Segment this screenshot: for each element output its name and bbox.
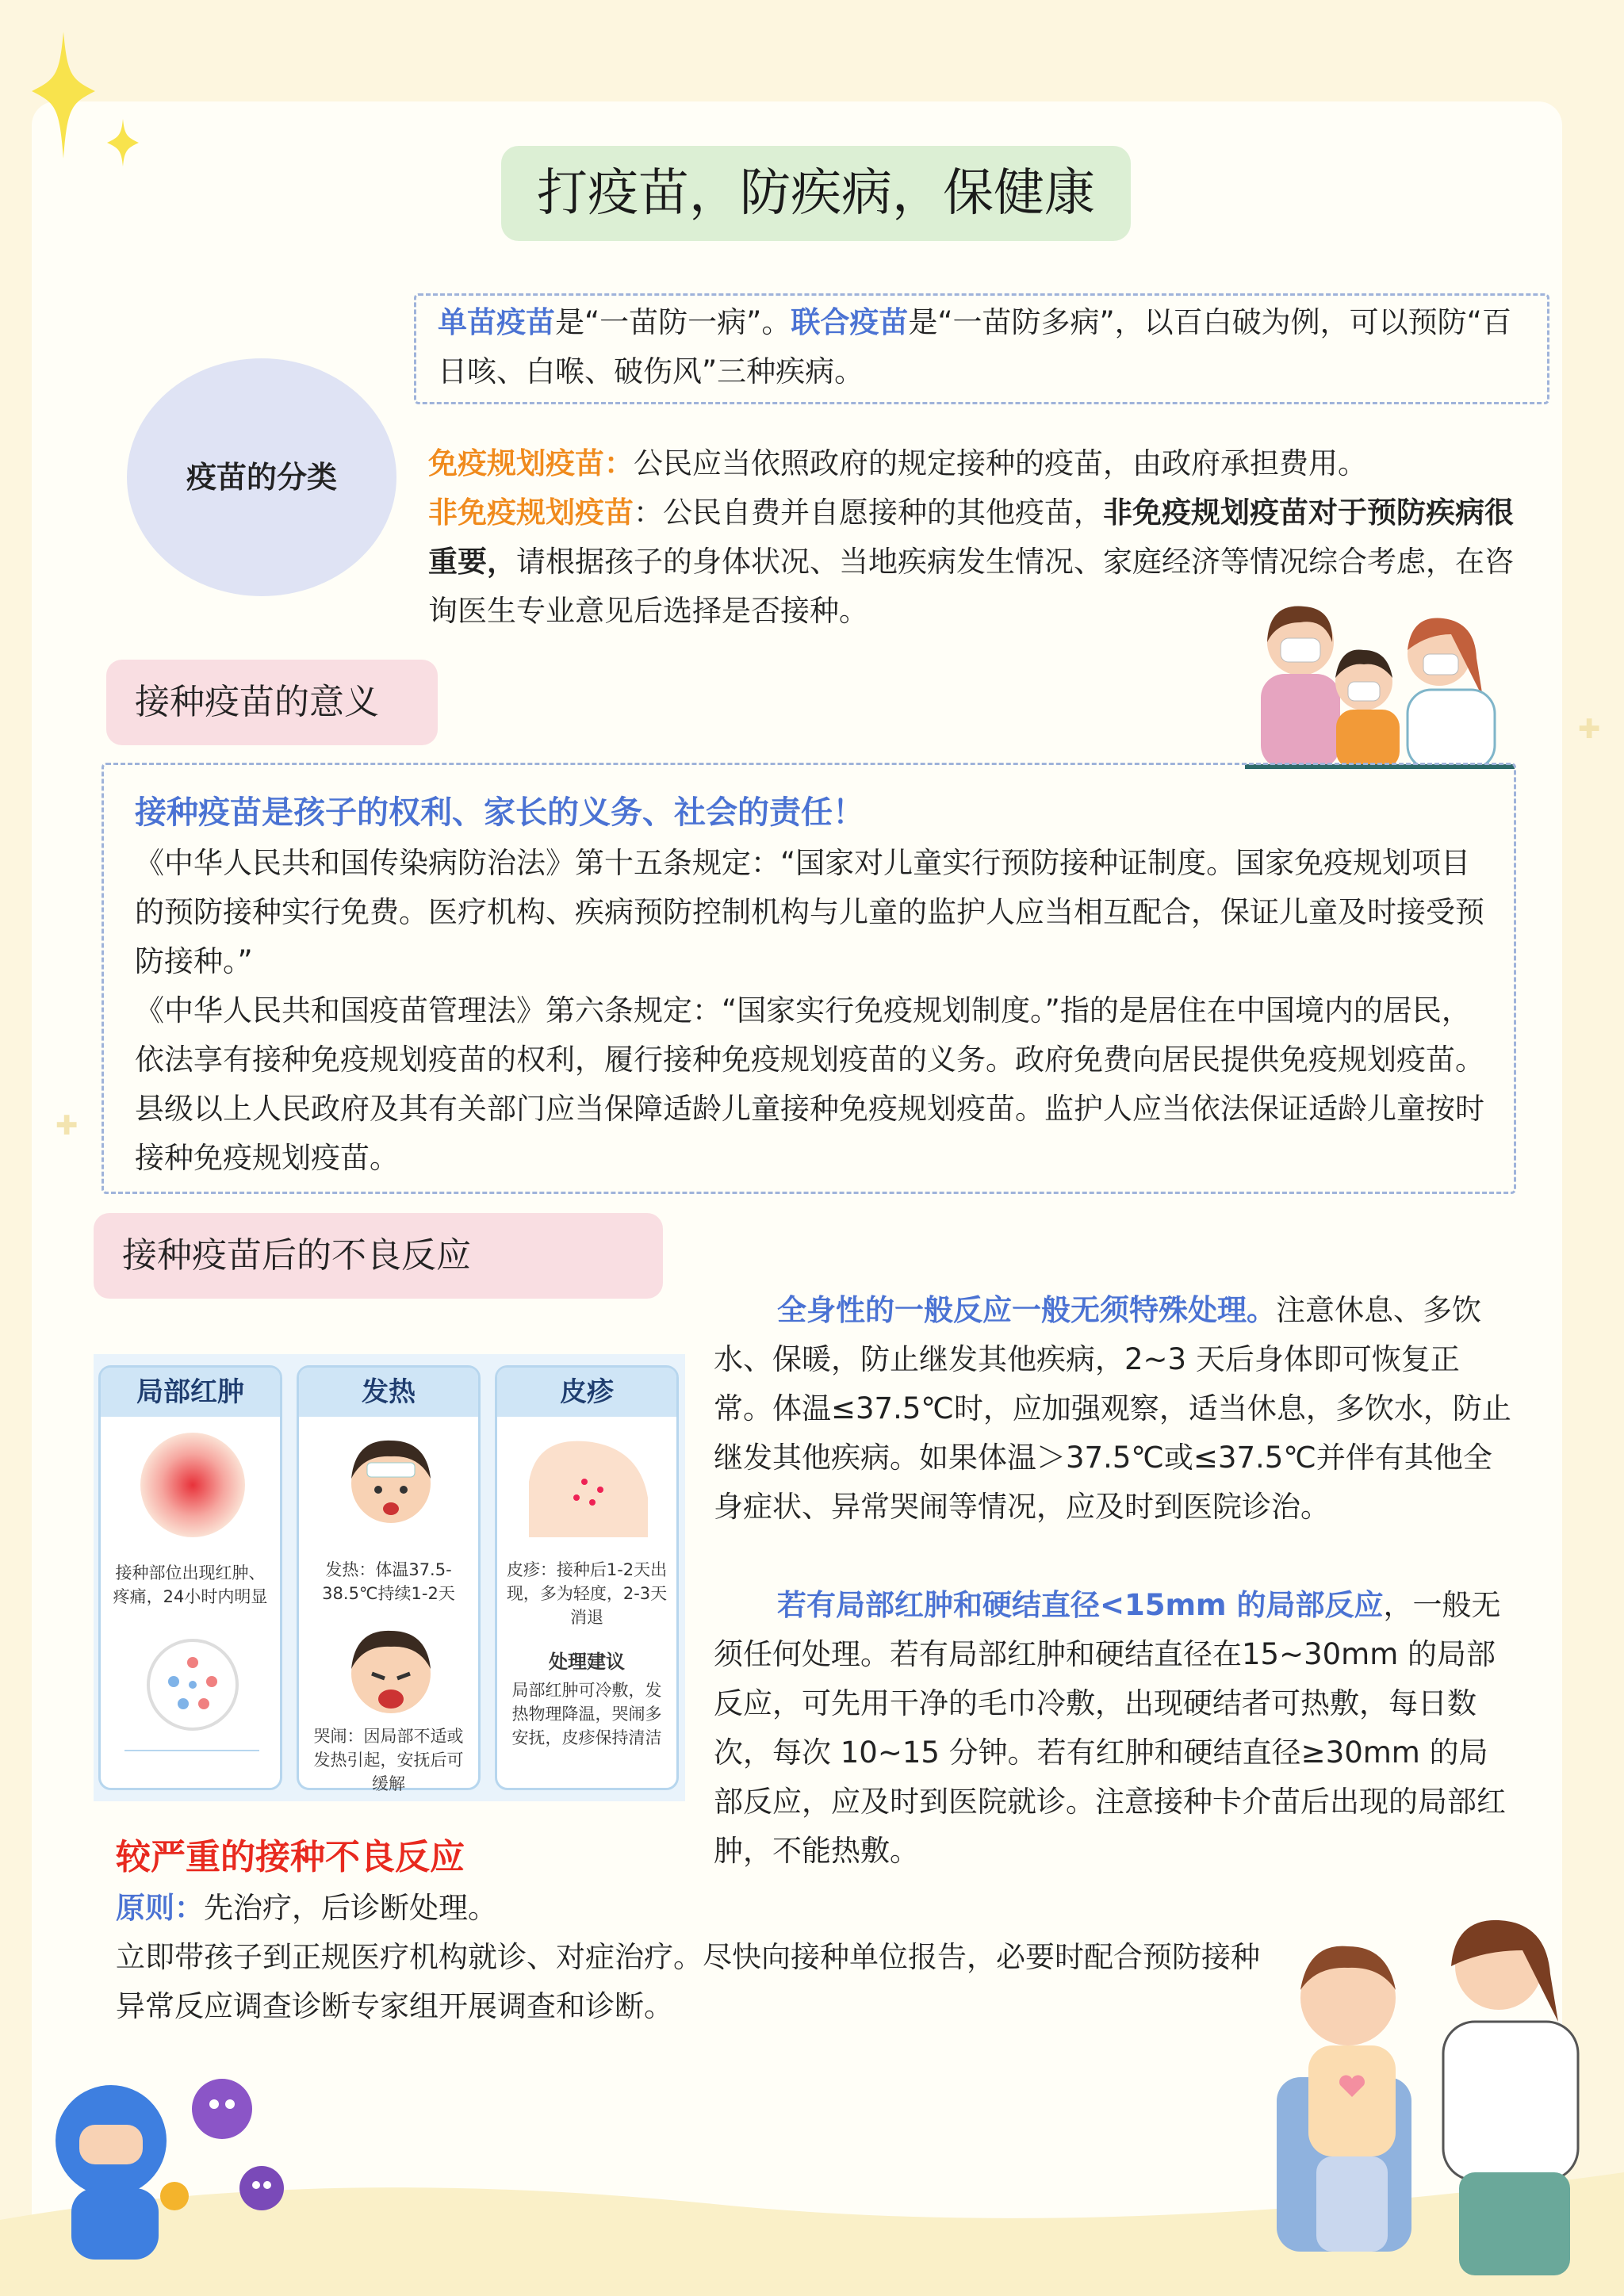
local-reaction-bold: 若有局部红肿和硬结直径<15mm 的局部反应	[777, 1588, 1384, 1622]
general-reaction-bold: 全身性的一般反应一般无须特殊处理。	[777, 1293, 1276, 1327]
meaning-slogan-wrap	[135, 788, 1491, 837]
principle-label: 原则：	[116, 1891, 204, 1925]
dots-icon	[145, 1637, 240, 1732]
fever-child-icon	[343, 1431, 439, 1534]
adverse-heading-box	[94, 1213, 663, 1299]
severe-heading: 较严重的接种不良反应	[116, 1837, 465, 1877]
redness-icon	[137, 1429, 248, 1540]
local-reaction-text	[714, 1581, 1516, 1876]
general-reaction-text	[714, 1286, 1516, 1532]
adverse-heading: 接种疫苗后的不良反应	[122, 1235, 471, 1276]
rash-arm-icon	[529, 1434, 648, 1537]
page-title: 打疫苗，防疾病，保健康	[501, 146, 1131, 241]
nip-desc: 公民应当依照政府的规定接种的疫苗，由政府承担费用。	[634, 446, 1367, 480]
decorative-cross: ✚	[56, 1110, 79, 1142]
general-reaction-desc: 注意休息、多饮水、保暖，防止继发其他疾病，2~3 天后身体即可恢复正常。体温≤37.5℃时，应加强观察，适当休息，多饮水，防止继发其他疾病。如果体温＞37.5℃或≤37.5℃并伴有其他全身症状、异常哭闹等情况，应及时到医院诊治。	[714, 1293, 1511, 1524]
advice-text: 局部红肿可冷敷，发热物理降温，哭闹多安抚，皮疹保持清洁	[511, 1681, 662, 1747]
sparkle-icon	[32, 32, 143, 166]
meaning-slogan: 接种疫苗是孩子的权利、家长的义务、社会的责任！	[135, 794, 864, 831]
non-nip-term: 非免疫规划疫苗	[428, 496, 634, 530]
non-nip-emphasis: 非免疫规划疫苗对于预防疾病很重要，	[428, 496, 1514, 579]
advice-title: 处理建议	[549, 1651, 625, 1673]
card-rash-caption: 皮疹：接种后1-2天出现，多为轻度，2-3天消退	[506, 1560, 668, 1627]
single-vaccine-term: 单苗疫苗	[438, 305, 555, 339]
card-redness-title: 局部红肿	[101, 1368, 280, 1417]
card-rash-title: 皮疹	[497, 1368, 676, 1417]
combined-vaccine-term: 联合疫苗	[791, 305, 909, 339]
card-fever-caption-2: 哭闹：因局部不适或发热引起，安抚后可缓解	[313, 1727, 464, 1793]
law-1: 《中华人民共和国传染病防治法》第十五条规定：“国家对儿童实行预防接种证制度。国家免疫规划项目的预防接种实行免费。医疗机构、疾病预防控制机构与儿童的监护人应当相互配合，保证儿童及时接受预防接种。”	[135, 846, 1484, 978]
card-fever-caption: 发热：体温37.5-38.5℃持续1-2天	[322, 1560, 455, 1603]
vaccination-family-illustration	[1245, 595, 1515, 769]
decorative-cross: ✚	[1578, 714, 1601, 745]
meaning-heading: 接种疫苗的意义	[135, 682, 379, 722]
combined-vaccine-desc: 是“一苗防多病”，以百白破为例，可以预防“百日咳、白喉、破伤风”三种疾病。	[438, 305, 1511, 388]
non-nip-desc: ：公民自费并自愿接种的其他疫苗，	[634, 496, 1103, 530]
nurse-child-illustration	[1261, 1903, 1610, 2283]
law-2: 《中华人民共和国疫苗管理法》第六条规定：“国家实行免疫规划制度。”指的是居住在中国境内的居民，依法享有接种免疫规划疫苗的权利，履行接种免疫规划疫苗的义务。政府免费向居民提供免疫规划疫苗。县级以上人民政府及其有关部门应当保障适龄儿童接种免疫规划疫苗。监护人应当依法保证适龄儿童按时接种免疫规划疫苗。	[135, 993, 1484, 1175]
card-redness	[98, 1365, 282, 1790]
principle-desc: 先治疗，后诊断处理。	[204, 1891, 497, 1925]
classification-label: 疫苗的分类	[186, 460, 337, 495]
classification-circle	[127, 358, 396, 596]
severe-text: 立即带孩子到正规医疗机构就诊、对症治疗。尽快向接种单位报告，必要时配合预防接种异常反应调查诊断专家组开展调查和诊断。	[116, 1940, 1260, 2023]
card-fever	[297, 1365, 481, 1793]
nip-term: 免疫规划疫苗：	[428, 446, 634, 480]
card-rash	[495, 1365, 679, 1790]
single-combined-text	[438, 298, 1540, 396]
card-fever-title: 发热	[299, 1368, 478, 1417]
non-nip-desc-2: 请根据孩子的身体状况、当地疾病发生情况、家庭经济等情况综合考虑，在咨询医生专业意见后选择是否接种。	[428, 545, 1514, 628]
severe-heading-wrap	[116, 1833, 465, 1882]
principle-text	[116, 1884, 1274, 1933]
local-reaction-desc: ，一般无须任何处理。若有局部红肿和硬结直径在15~30mm 的局部反应，可先用干净的毛巾冷敷，出现硬结者可热敷，每日数次，每次 10~15 分钟。若有红肿和硬结直径≥30mm 的局部反应，应及时到医院就诊。注意接种卡介苗后出现的局部红肿，不能热敷。	[714, 1588, 1506, 1868]
divider	[124, 1750, 259, 1751]
single-vaccine-desc: 是“一苗防一病”。	[555, 305, 791, 339]
reaction-panel	[94, 1354, 685, 1801]
astronaut-virus-illustration	[32, 2053, 301, 2291]
crying-child-icon	[343, 1621, 439, 1724]
card-redness-caption: 接种部位出现红肿、疼痛，24小时内明显	[113, 1563, 268, 1606]
meaning-heading-box	[106, 660, 438, 745]
